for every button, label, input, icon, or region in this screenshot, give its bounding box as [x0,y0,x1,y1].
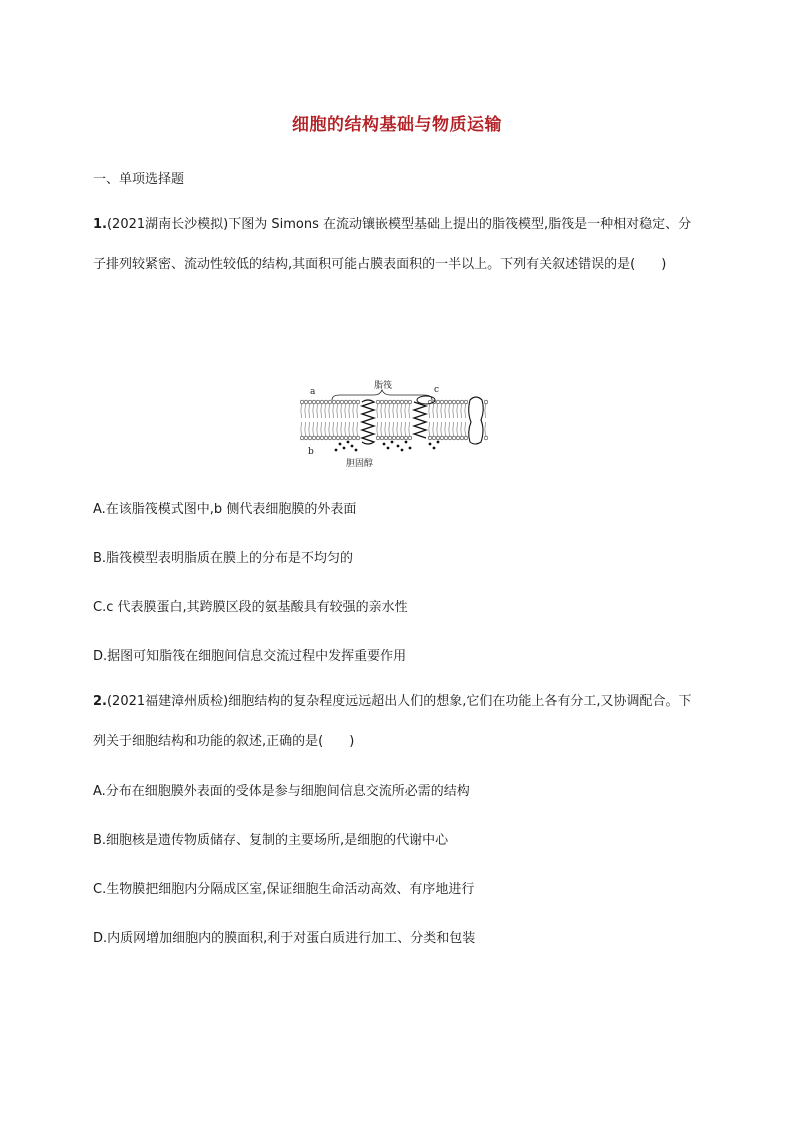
cholesterol-molecules [335,441,440,452]
figure-label-cholesterol: 胆固醇 [346,459,374,469]
figure-label-raft: 脂筏 [374,381,393,391]
question-2-stem [93,682,699,762]
page-title: 细胞的结构基础与物质运输 [292,115,502,135]
q1-option-c: C.c 代表膜蛋白,其跨膜区段的氨基酸具有较强的亲水性 [93,600,408,615]
phospholipid-bilayer [300,400,488,440]
section-heading: 一、单项选择题 [93,172,185,187]
question-1-text: (2021湖南长沙模拟)下图为 Simons 在流动镶嵌模型基础上提出的脂筏模型,脂筏是一种相对稳定、分子排列较紧密、流动性较低的结构,其面积可能占膜表面积的一半以上。下列有关叙述错误的是( ) [93,217,692,272]
figure-label-b: b [308,447,314,457]
q2-option-b: B.细胞核是遗传物质储存、复制的主要场所,是细胞的代谢中心 [93,833,449,848]
question-1-stem [93,205,699,285]
q2-option-d: D.内质网增加细胞内的膜面积,利于对蛋白质进行加工、分类和包装 [93,931,476,946]
q2-option-a: A.分布在细胞膜外表面的受体是参与细胞间信息交流所必需的结构 [93,784,470,799]
figure-label-c: c [434,385,440,395]
q1-option-b: B.脂筏模型表明脂质在膜上的分布是不均匀的 [93,551,354,566]
question-2-number: 2. [93,694,107,709]
q2-option-c: C.生物膜把细胞内分隔成区室,保证细胞生命活动高效、有序地进行 [93,882,475,897]
figure-label-a: a [310,387,316,397]
membrane-protein-right [469,397,484,444]
question-2-text: (2021福建漳州质检)细胞结构的复杂程度远远超出人们的想象,它们在功能上各有分工,又协调配合。下列关于细胞结构和功能的叙述,正确的是( ) [93,694,692,749]
membrane-protein-1 [362,400,374,444]
q1-option-d: D.据图可知脂筏在细胞间信息交流过程中发挥重要作用 [93,649,407,664]
question-1-number: 1. [93,217,107,232]
q1-option-a: A.在该脂筏模式图中,b 侧代表细胞膜的外表面 [93,502,357,517]
lipid-raft-diagram [300,378,500,470]
